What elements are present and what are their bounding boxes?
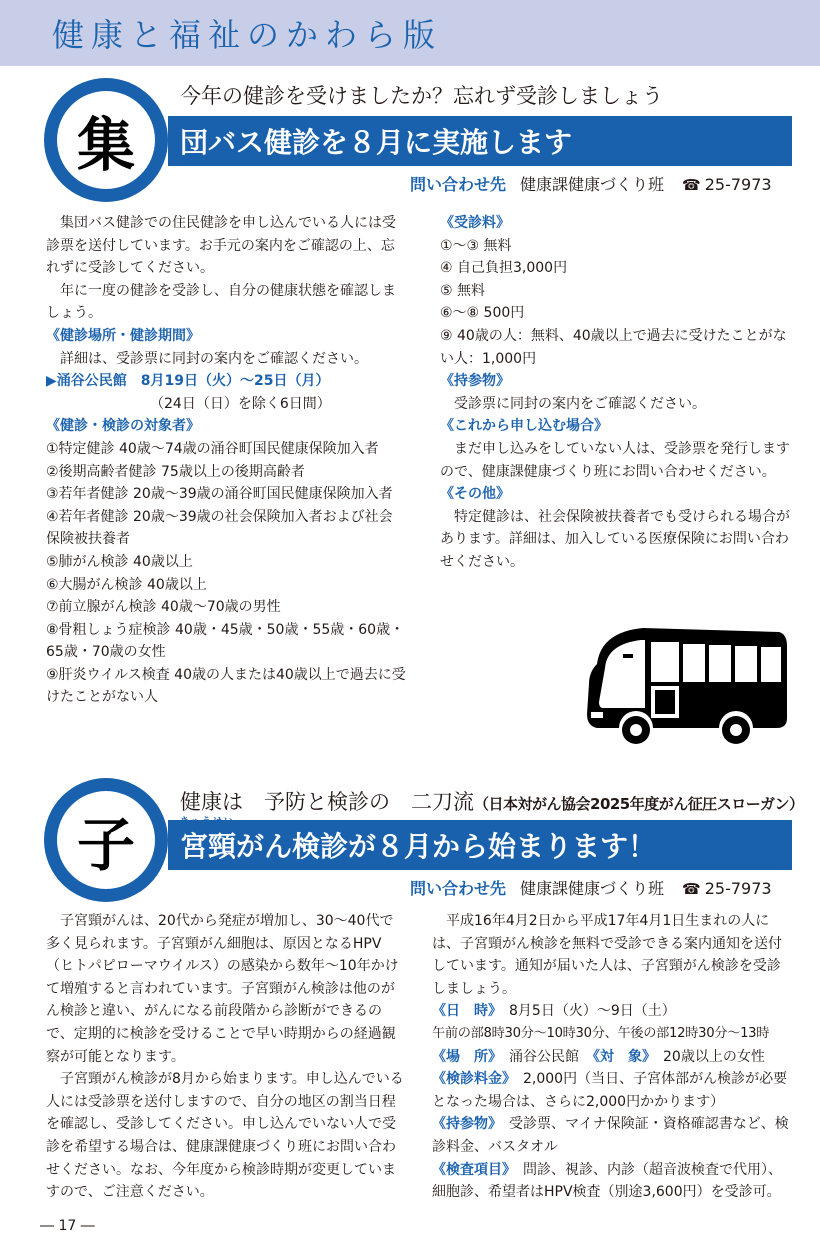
section1-subtitle: 今年の健診を受けましたか？忘れず受診しましょう (180, 84, 663, 108)
contact-phone: 25-7973 (704, 879, 772, 898)
s2-right-paragraph: 平成16年4月2日から平成17年4月1日生まれの人には、子宮頸がん検診を無料で受診できる案内通知を送付しています。通知が届いた人は、子宮頸がん検診を受診しましょう。 (432, 913, 782, 997)
heading-s2-exam: 《検査項目》 (432, 1161, 509, 1178)
date-text: 8月5日（火）～9日（土） (509, 1003, 676, 1020)
fee-item: ①～③ 無料 (440, 237, 512, 254)
target-item: ④若年者健診 20歳～39歳の社会保険加入者および社会保険被扶養者 (46, 508, 393, 548)
venue-line-1-text: ▶涌谷公民館 8月19日（火）～25日（月） (46, 373, 330, 390)
s2-fee-text: 2,000円（当日、子宮体部がん検診が必要となった場合は、さらに2,000円かかります） (432, 1071, 788, 1110)
s2-paragraph-1: 子宮頸がんは、20代から発症が増加し、30～40代で多く見られます。子宮頸がん細胞は、原因となるHPV（ヒトパピローマウイルス）の感染から数年～10年かけて増殖すると言われています。子宮頸がん検診は他のがん検診と違い、がんになる前段階から診断ができるので、定期的に検診を受けることで早い時期からの経過観察が可能となります。 (46, 913, 399, 1065)
s2-exam-text: 問診、視診、内診（超音波検査で代用）、細胞診、希望者はHPV検査（別途3,600円）を受診可。 (432, 1161, 782, 1201)
section2-banner (168, 817, 792, 870)
apply-text: まだ申し込みをしていない人は、受診票を発行しますので、健康課健康づくり班にお問い合わせください。 (440, 440, 790, 480)
section2-subtitle-main: 健康は 予防と検診の 二刀流 (180, 790, 474, 814)
banner-first-char-with-ruby (180, 817, 236, 865)
heading-place: 《健診場所・健診期間》 (46, 327, 200, 344)
items-row (432, 1113, 794, 1158)
section1-left-column (46, 212, 406, 709)
fee-item: ⑥～⑧ 500円 (440, 305, 525, 322)
section2-contact (410, 876, 772, 899)
bus-icon (583, 624, 788, 748)
page-header-title: 健康と福祉のかわら版 (52, 16, 443, 54)
contact-dept: 健康課健康づくり班 (520, 175, 665, 194)
target-item: ②後期高齢者健診 75歳以上の後期高齢者 (46, 463, 305, 480)
target-item: ⑦前立腺がん検診 40歳～70歳の男性 (46, 599, 281, 616)
section1-banner: 団バス健診を８月に実施します (168, 116, 792, 166)
venue-line-2: （24日（日）を除く6日間） (150, 395, 331, 412)
section2-circle-char: 子 (57, 791, 155, 889)
contact-label: 問い合わせ先 (410, 879, 507, 898)
s2-items-text: 受診票、マイナ保険証・資格確認書など、検診料金、バスタオル (432, 1116, 789, 1155)
contact-label: 問い合わせ先 (410, 175, 507, 194)
intro-paragraph-2: 年に一度の健診を受診し、自分の健康状態を確認しましょう。 (46, 282, 396, 322)
place-text: 詳細は、受診票に同封の案内をご確認ください。 (60, 350, 368, 367)
fee-row (432, 1068, 794, 1113)
contact-dept: 健康課健康づくり班 (520, 879, 665, 898)
fee-item: ⑤ 無料 (440, 282, 486, 299)
heading-items: 《持参物》 (440, 373, 510, 390)
fee-item: ④ 自己負担3,000円 (440, 260, 568, 277)
date-row (432, 1000, 794, 1023)
exam-row (432, 1159, 794, 1204)
page-number: ― 17 ― (40, 1218, 95, 1234)
place-target-row (432, 1046, 794, 1069)
fee-item: ⑨ 40歳の人：無料、40歳以上で過去に受けたことがない人：1,000円 (440, 327, 787, 367)
section2-subtitle-note: （日本対がん協会2025年度がん征圧スローガン） (474, 795, 804, 813)
s2-paragraph-2: 子宮頸がん検診が8月から始まります。申し込んでいる人には受診票を送付しますので、自分の地区の割当日程を確認し、受診してください。申し込んでいない人で受診を希望する場合は、健康課健康づくり班にお問い合わせください。なお、今年度から検診時期が変更していますので、ご注意ください。 (46, 1071, 404, 1201)
section1-circle-char: 集 (57, 91, 155, 189)
heading-apply: 《これから申し込む場合》 (440, 418, 608, 435)
banner-ruby: きゅうけい (180, 817, 236, 827)
target-item: ①特定健診 40歳～74歳の涌谷町国民健康保険加入者 (46, 440, 379, 457)
section1-circle (44, 78, 168, 202)
items-text: 受診票に同封の案内をご確認ください。 (454, 395, 706, 412)
target-item: ⑨肝炎ウイルス検査 40歳の人または40歳以上で過去に受けたことがない人 (46, 666, 406, 706)
section2-circle (44, 778, 168, 902)
target-item: ③若年者健診 20歳～39歳の涌谷町国民健康保険加入者 (46, 486, 393, 503)
heading-s2-items: 《持参物》 (432, 1116, 495, 1133)
target-item: ⑥大腸がん検診 40歳以上 (46, 576, 207, 593)
heading-s2-fee: 《検診料金》 (432, 1071, 509, 1088)
section1-right-column (440, 212, 796, 574)
section2-left-column (46, 910, 406, 1204)
venue-line-1 (46, 370, 406, 393)
intro-paragraph-1: 集団バス健診での住民健診を申し込んでいる人には受診票を送付しています。お手元の案内をご確認の上、忘れずに受診してください。 (46, 215, 396, 277)
contact-phone: 25-7973 (704, 175, 772, 194)
heading-s2-target: 《対 象》 (593, 1048, 649, 1065)
phone-icon: ☎ (682, 880, 701, 898)
section2-subtitle (180, 786, 803, 816)
banner-first-char: 宮 (180, 830, 209, 863)
heading-fee: 《受診料》 (440, 215, 510, 231)
other-text: 特定健診は、社会保険被扶養者でも受けられる場合があります。詳細は、加入している医療保険にお問い合わせください。 (440, 508, 790, 570)
heading-target: 《健診・検診の対象者》 (46, 418, 200, 435)
phone-icon: ☎ (682, 176, 701, 194)
target-item: ⑧骨粗しょう症検診 40歳・45歳・50歳・55歳・60歳・65歳・70歳の女性 (46, 621, 405, 661)
banner-rest: 頸がん検診が８月から始まります！ (208, 830, 657, 863)
section1-contact (410, 172, 772, 195)
heading-date: 《日 時》 (432, 1003, 495, 1020)
s2-place-text: 涌谷公民館 (509, 1048, 579, 1065)
section2-right-column (432, 910, 794, 1204)
top-band (0, 0, 820, 66)
s2-target-text: 20歳以上の女性 (663, 1048, 765, 1065)
heading-other: 《その他》 (440, 486, 510, 503)
target-item: ⑤肺がん検診 40歳以上 (46, 553, 193, 570)
heading-s2-place: 《場 所》 (432, 1048, 495, 1065)
time-text: 午前の部8時30分～10時30分、午後の部12時30分～13時 (432, 1025, 770, 1041)
